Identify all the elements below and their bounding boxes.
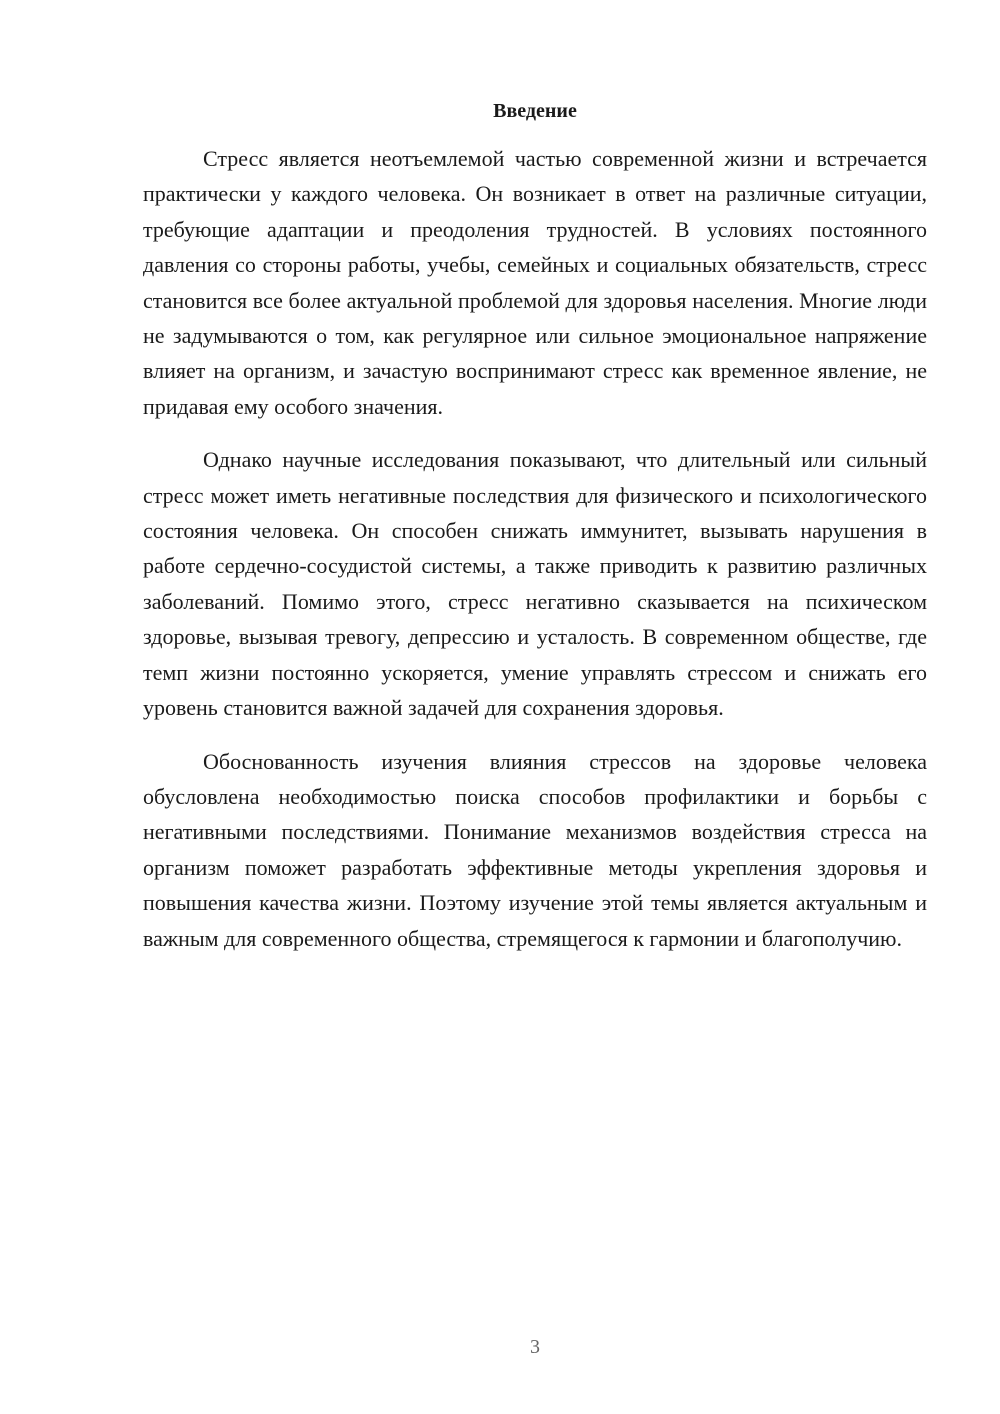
document-body (143, 141, 927, 974)
paragraph-3: Обоснованность изучения влияния стрессов на здоровье человека обусловлена необходимостью поиска способов профилактики и борьбы с негативными последствиями. Понимание механизмов воздействия стресса на организм поможет разработать эффективные методы укрепления здоровья и повышения качества жизни. Поэтому изучение этой темы является актуальным и важным для современного общества, стремящегося к гармонии и благополучию. (143, 748, 927, 951)
section-title: Введение (493, 100, 577, 122)
page-number: 3 (530, 1336, 540, 1358)
paragraph-1: Стресс является неотъемлемой частью современной жизни и встречается практически у каждого человека. Он возникает в ответ на различные ситуации, требующие адаптации и преодоления трудностей. В условиях постоянного давления со стороны работы, учебы, семейных и социальных обязательств, стресс становится все более актуальной проблемой для здоровья населения. Многие люди не задумываются о том, как регулярное или сильное эмоциональное напряжение влияет на организм, и зачастую воспринимают стресс как временное явление, не придавая ему особого значения. (143, 146, 927, 419)
paragraph-2: Однако научные исследования показывают, что длительный или сильный стресс может иметь негативные последствия для физического и психологического состояния человека. Он способен снижать иммунитет, вызывать нарушения в работе сердечно-сосудистой системы, а также приводить к развитию различных заболеваний. Помимо этого, стресс негативно сказывается на психическом здоровье, вызывая тревогу, депрессию и усталость. В современном обществе, где темп жизни постоянно ускоряется, умение управлять стрессом и снижать его уровень становится важной задачей для сохранения здоровья. (143, 447, 927, 721)
